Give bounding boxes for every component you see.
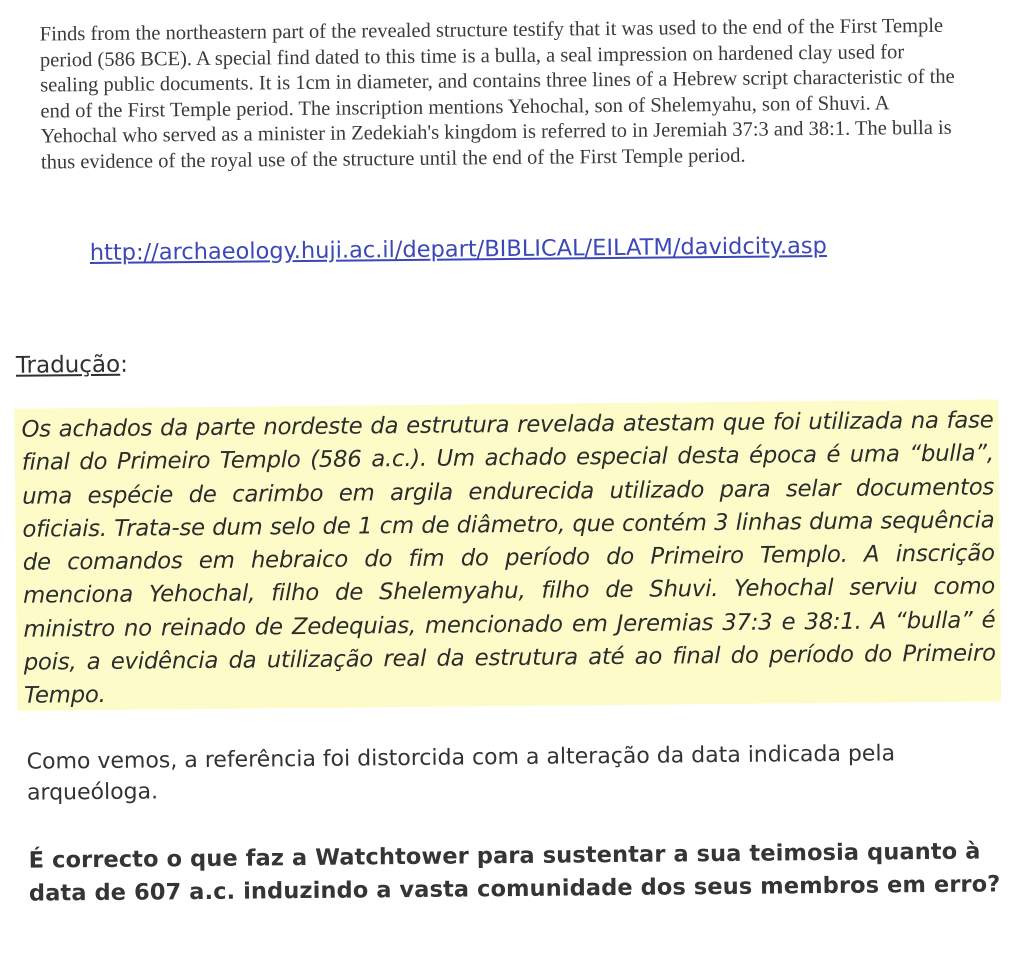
portuguese-translation: Os achados da parte nordeste da estrutura revelada atestam que foi utilizada na fase final do Primeiro Templo (586 a.c.). Um achado especial desta época é uma “bulla”, uma espécie de carimbo em argila endurecida utilizado para selar documentos oficiais. Trata-se dum selo de 1 cm de diâmetro, que contém 3 linhas duma sequência de comandos em hebraico do fim do período do Primeiro Templo. A inscrição menciona Yehochal, filho de Shelemyahu, filho de Shuvi. Yehochal serviu como ministro no reinado de Zedequias, mencionado em Jeremias 37:3 e 38:1. A “bulla” é pois, a evidência da utilização real da estrutura até ao final do período do Primeiro Tempo. [21, 407, 996, 710]
source-url-link[interactable]: http://archaeology.huji.ac.il/depart/BIBLICAL/EILATM/davidcity.asp [89, 232, 827, 267]
closing-question: É correcto o que faz a Watchtower para sustentar a sua teimosia quanto à data de 607 a.c. induzindo a vasta comunidade dos seus membros em erro? [28, 838, 1001, 907]
translation-heading-colon: : [119, 351, 128, 378]
commentary-paragraph: Como vemos, a referência foi distorcida com a alteração da data indicada pela arqueóloga. [26, 741, 896, 806]
translation-heading [16, 352, 128, 379]
translation-heading-label: Tradução [15, 351, 121, 379]
english-source-quote: Finds from the northeastern part of the revealed structure testify that it was used to the end of the First Temple period (586 BCE). A special find dated to this time is a bulla, a seal impression on hardened clay used for sealing public documents. It is 1cm in diameter, and contains three lines of a Hebrew script characteristic of the end of the First Temple period. The inscription mentions Yehochal, son of Shelemyahu, son of Shuvi. A Yehochal who served as a minister in Zedekiah's kingdom is referred to in Jeremiah 37:3 and 38:1. The bulla is thus evidence of the royal use of the structure until the end of the First Temple period. [39, 14, 955, 174]
